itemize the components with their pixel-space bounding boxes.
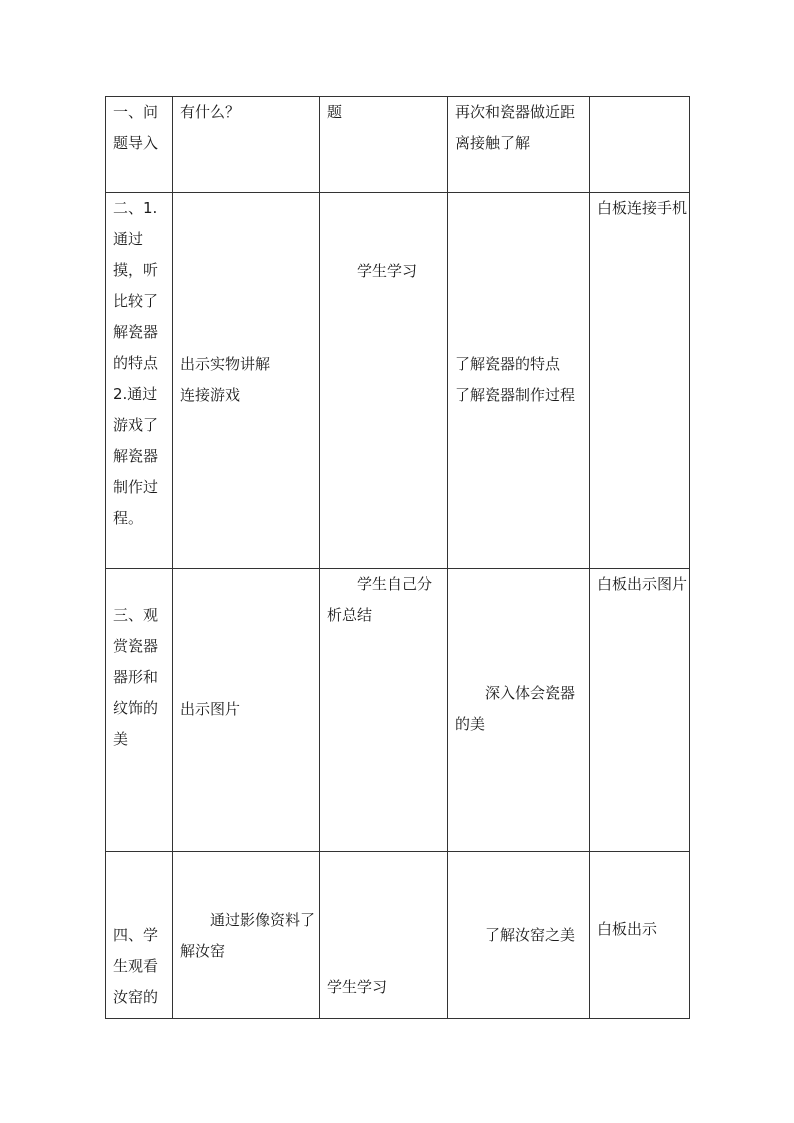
teacher-activity-cell: [173, 193, 320, 569]
step-text: 四、学生观看汝窑的: [113, 926, 159, 1006]
step-cell: [106, 852, 173, 1019]
media-text: 白板出示: [597, 920, 658, 938]
design-intent-text: 深入体会瓷器的美: [455, 684, 576, 733]
teacher-activity-text: 有什么？: [180, 103, 241, 121]
design-intent-cell: [448, 97, 590, 193]
teacher-activity-cell: [173, 569, 320, 852]
student-activity-cell: [320, 193, 448, 569]
design-intent-cell: [448, 569, 590, 852]
step-cell: [106, 97, 173, 193]
student-activity-text: 学生学习: [357, 262, 418, 280]
student-activity-cell: [320, 97, 448, 193]
media-text: 白板连接手机: [597, 199, 688, 217]
design-intent-cell: [448, 852, 590, 1019]
step-text: 三、观赏瓷器器形和纹饰的美: [113, 606, 159, 748]
design-intent-text: 了解瓷器的特点 了解瓷器制作过程: [455, 355, 576, 404]
step-cell: [106, 569, 173, 852]
teacher-activity-text: 通过影像资料了解汝窑: [180, 911, 316, 960]
teacher-activity-text: 出示图片: [180, 700, 241, 718]
lesson-plan-table: [105, 96, 690, 1019]
design-intent-text: 再次和瓷器做近距离接触了解: [455, 103, 576, 152]
table-row: [106, 193, 690, 569]
student-activity-text: 题: [327, 103, 343, 121]
table-row: [106, 569, 690, 852]
step-cell: [106, 193, 173, 569]
student-activity-cell: [320, 569, 448, 852]
teacher-activity-text: 出示实物讲解 连接游戏: [180, 355, 271, 404]
student-activity-text: 学生自己分析总结: [327, 575, 433, 624]
table-row: [106, 97, 690, 193]
media-cell: [590, 97, 690, 193]
teacher-activity-cell: [173, 97, 320, 193]
media-text: 白板出示图片: [597, 575, 688, 593]
teacher-activity-cell: [173, 852, 320, 1019]
media-cell: [590, 193, 690, 569]
design-intent-cell: [448, 193, 590, 569]
step-text: 一、问题导入: [113, 103, 159, 152]
media-cell: [590, 569, 690, 852]
design-intent-text: 了解汝窑之美: [485, 926, 576, 944]
media-cell: [590, 852, 690, 1019]
student-activity-text: 学生学习: [327, 978, 388, 996]
step-text: 二、1.通过摸，听比较了解瓷器的特点2.通过游戏了解瓷器制作过程。: [113, 199, 159, 527]
table-row: [106, 852, 690, 1019]
student-activity-cell: [320, 852, 448, 1019]
